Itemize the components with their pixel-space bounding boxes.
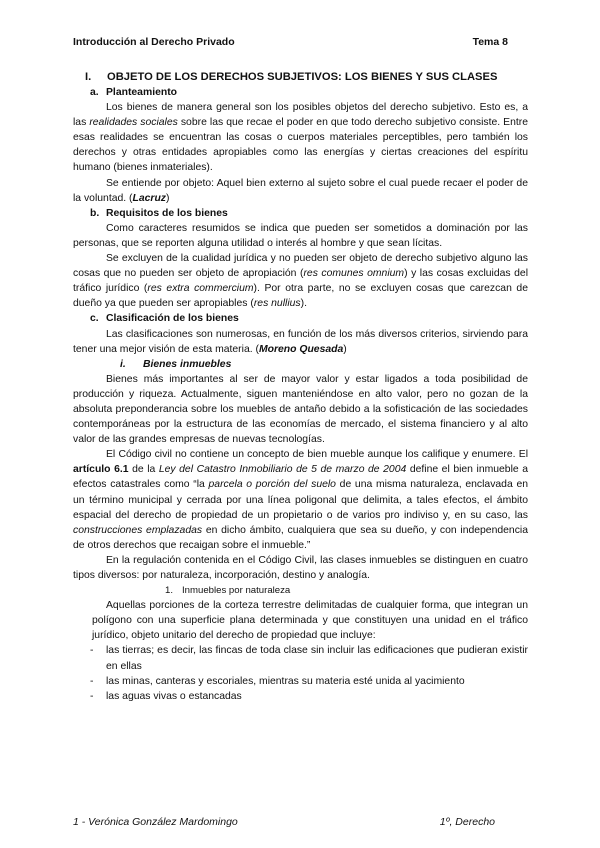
footer-author: 1 - Verónica González Mardomingo	[73, 816, 238, 828]
dash-bullet-icon: -	[90, 645, 94, 657]
subheading-letter: b.	[90, 207, 100, 219]
paragraph	[73, 100, 528, 175]
text-run: Las clasificaciones son numerosas, en función de los más diversos criterios, sirviendo para tener una mejor visión de esta materia. (	[73, 328, 528, 355]
article-reference: artículo 6.1	[73, 464, 129, 476]
text-run-italic: construcciones emplazadas	[73, 524, 203, 536]
section-heading	[73, 70, 528, 85]
author-citation: Moreno Quesada	[258, 343, 344, 355]
list-item	[73, 689, 528, 704]
text-run: de la	[128, 464, 159, 476]
subheading-a	[73, 85, 528, 100]
law-reference: Ley del Catastro Inmobiliario de 5 de marzo de 2004	[158, 464, 407, 476]
bullet-list	[73, 643, 528, 703]
subheading-title: Bienes inmuebles	[143, 358, 232, 370]
text-run: Se excluyen de la cualidad jurídica y no pueden ser objeto de derecho subjetivo alguno las cosas que no pueden ser objeto de apropiación (	[73, 253, 528, 280]
paragraph: En la regulación contenida en el Código Civil, las clases inmuebles se distinguen en cuatro tipos diversos: por naturaleza, incorporación, destino y analogía.	[73, 554, 528, 581]
subheading-title: Planteamiento	[106, 87, 178, 98]
subheading-letter: a.	[90, 87, 99, 98]
text-run: Los bienes de manera general son los posibles objetos del derecho subjetivo. Esto es, a las	[73, 102, 528, 129]
paragraph: Bienes más importantes al ser de mayor valor y estar ligados a toda posibilidad de producción y riqueza. Actualmente, siguen manteniéndose en alto valor, pero no gozan de la absoluta preponderancia sobre los muebles de antaño debido a la sofisticación de las sociedades contemporáneas por la estructura de las economías de mercado, el sistema financiero y al alto valor de las grandes empresas de nuevas tecnologías.	[73, 373, 528, 446]
subheading-b	[73, 206, 528, 221]
text-run: ) y las cosas excluidas del tráfico jurídico (	[73, 268, 529, 295]
subheading-title: Clasificación de los bienes	[106, 313, 239, 325]
subheading-1	[73, 583, 528, 598]
text-run-italic: res comunes omnium	[303, 268, 405, 280]
text-run-italic: realidades sociales	[89, 117, 178, 129]
text-run: ). Por otra parte, no se excluyen cosas que carezcan de dueño ya que pueden ser apropiables (	[73, 283, 528, 310]
header-topic-number: Tema 8	[472, 36, 508, 48]
section-number: I.	[85, 71, 92, 83]
text-run-italic: res nullius	[253, 298, 301, 310]
text-run: )	[343, 343, 347, 355]
dash-bullet-icon: -	[90, 690, 94, 702]
text-run-italic: parcela o porción del suelo	[208, 479, 336, 491]
list-item	[73, 643, 528, 673]
author-citation: Lacruz	[132, 192, 166, 204]
text-run: Se entiende por objeto: Aquel bien externo al sujeto sobre el cual puede recaer el poder de la voluntad. (	[73, 177, 528, 204]
list-item-text: las minas, canteras y escoriales, mientras su materia esté unida al yacimiento	[106, 675, 465, 687]
paragraph	[73, 251, 528, 311]
text-run: en dicho ámbito, cualquiera que sea su dueño, y con independencia de otros derechos que recaigan sobre el inmueble.”	[73, 524, 528, 551]
text-run-italic: res extra commercium	[147, 283, 254, 295]
subheading-c	[73, 311, 528, 326]
list-item-text: las aguas vivas o estancadas	[106, 690, 242, 702]
text-run: de una misma naturaleza, enclavada en un término municipal y cerrada por una línea poligonal que delimita, a tales efectos, el ámbito espacial del derecho de propiedad de un propietario o de varios pro indiviso y, en su caso, las	[73, 479, 528, 521]
paragraph	[73, 327, 528, 357]
dash-bullet-icon: -	[90, 675, 94, 687]
subheading-roman: i.	[120, 358, 126, 370]
subheading-title: Inmuebles por naturaleza	[182, 585, 291, 597]
text-run: ).	[300, 298, 307, 310]
list-item	[73, 674, 528, 689]
subheading-title: Requisitos de los bienes	[106, 207, 228, 219]
list-item-text: las tierras; es decir, las fincas de toda clase sin incluir las edificaciones que pudieran existir en ellas	[106, 645, 528, 672]
text-run: define el bien inmueble a efectos catastrales como “la	[73, 464, 529, 491]
section-title: OBJETO DE LOS DERECHOS SUBJETIVOS: LOS BIENES Y SUS CLASES	[107, 71, 498, 83]
paragraph: Aquellas porciones de la corteza terrestre delimitadas de cualquier forma, que integran un polígono con una superficie plana determinada y que constituyen una unidad en el tráfico jurídico, objeto unitario del derecho de propiedad que incluye:	[92, 600, 528, 642]
subheading-letter: c.	[90, 313, 99, 325]
text-run: sobre las que recae el poder en que todo derecho subjetivo consiste. Entre esas realidades se encuentran las cosas o cuerpos materiales perceptibles, pero también los derechos y otras entidades apropiables como las energías y ciertas creaciones del espíritu humano (bienes inmateriales).	[73, 117, 528, 174]
header-course-title: Introducción al Derecho Privado	[73, 36, 235, 48]
paragraph	[73, 447, 528, 553]
subheading-number: 1.	[165, 585, 174, 597]
subheading-i	[73, 357, 528, 372]
document-body	[73, 70, 528, 704]
footer-course: 1º, Derecho	[439, 816, 495, 828]
paragraph: Como caracteres resumidos se indica que pueden ser sometidos a dominación por las personas, que se reporten alguna utilidad o interés al hombre y que sean lícitas.	[73, 222, 528, 249]
text-run: El Código civil no contiene un concepto de bien mueble aunque los califique y enumere. El	[106, 449, 528, 461]
paragraph	[73, 176, 528, 206]
text-run: )	[166, 192, 170, 204]
